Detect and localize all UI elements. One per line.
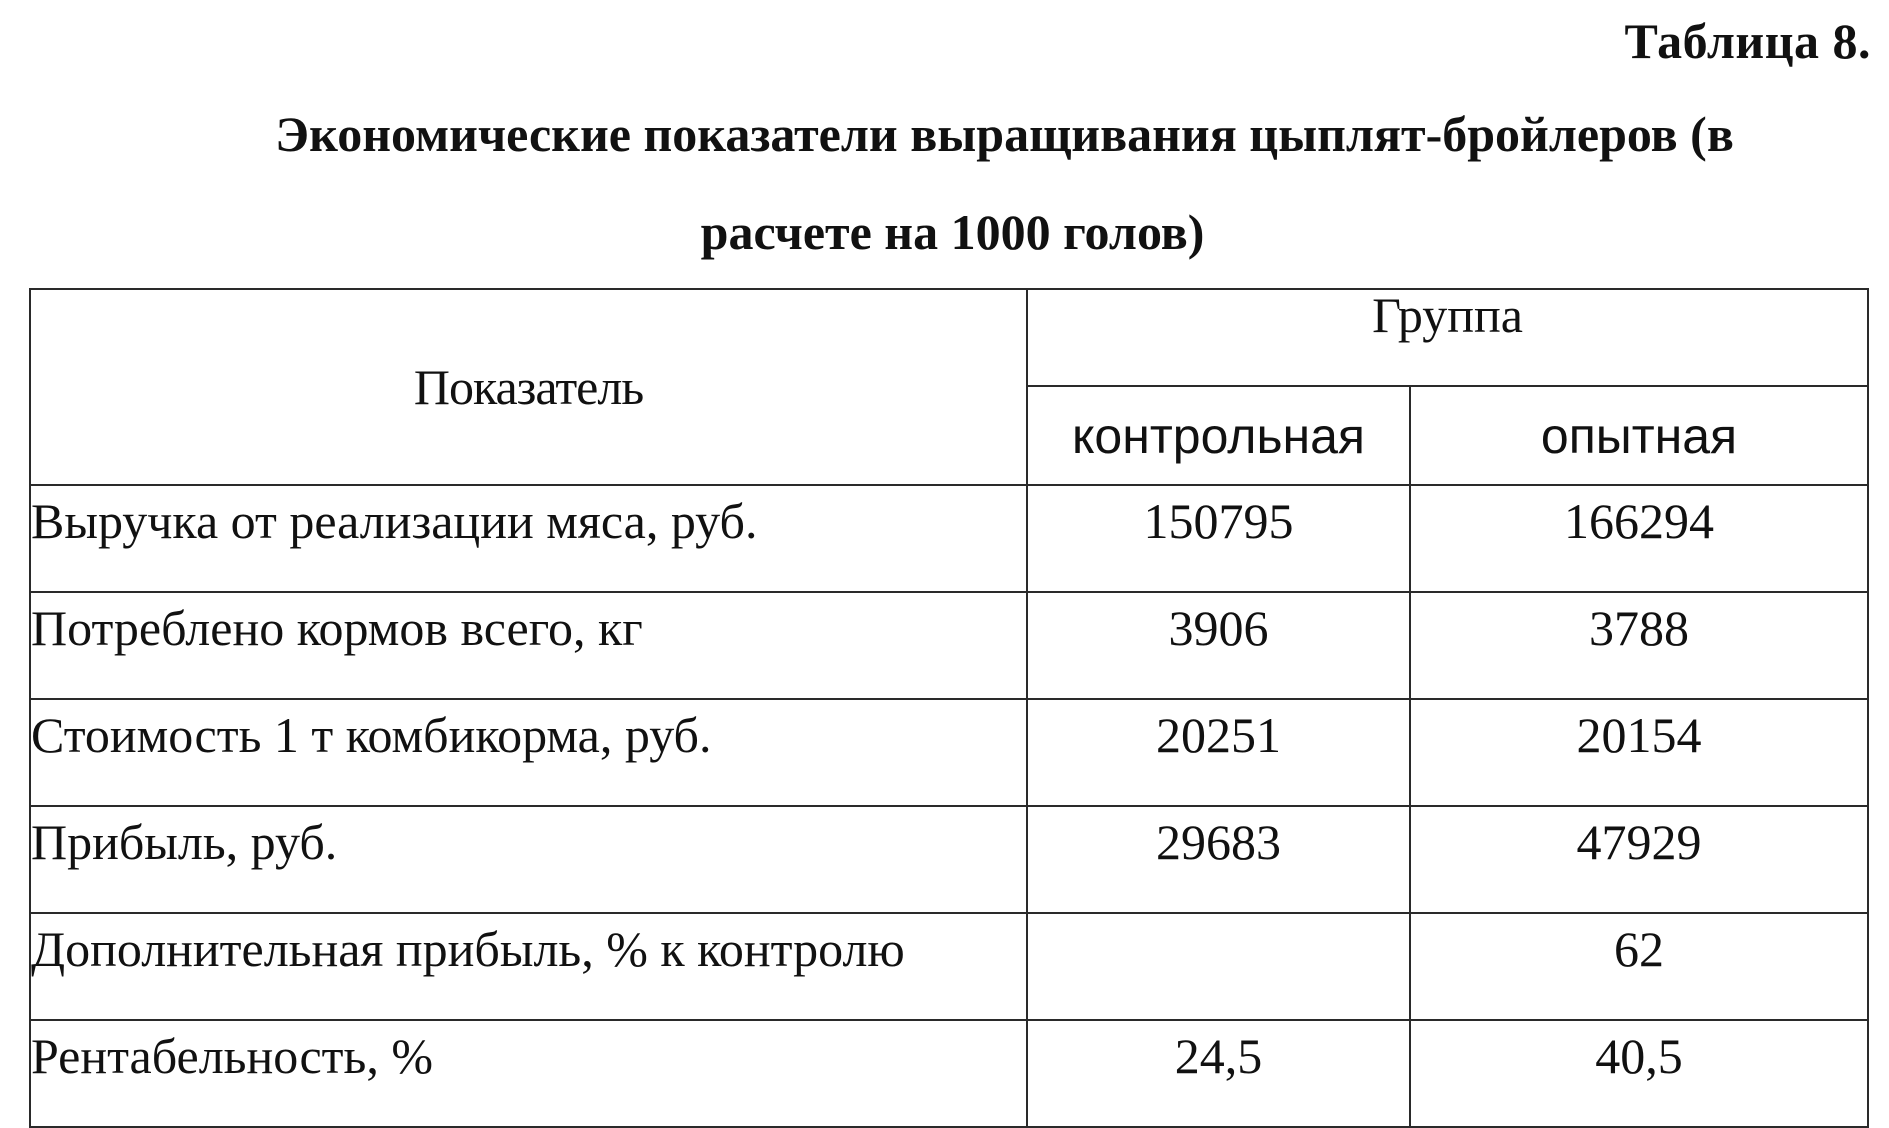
control-value: 24,5 [1027, 1020, 1410, 1127]
table-row [30, 699, 1868, 806]
table-title-line-2: расчете на 1000 голов) [700, 204, 1205, 260]
table-title-line-1: Экономические показатели выращивания цыплят-бройлеров (в [275, 106, 1734, 162]
table-row [30, 592, 1868, 699]
control-value [1027, 913, 1410, 1020]
experimental-group-header: опытная [1410, 386, 1868, 485]
table-row [30, 485, 1868, 592]
indicator-column-header: Показатель [30, 289, 1027, 485]
control-group-header: контрольная [1027, 386, 1410, 485]
economic-indicators-table [29, 288, 1869, 1128]
row-label: Стоимость 1 т комбикорма, руб. [30, 699, 1027, 806]
experimental-value: 166294 [1410, 485, 1868, 592]
control-value: 150795 [1027, 485, 1410, 592]
group-column-header: Группа [1027, 289, 1868, 386]
table-row [30, 806, 1868, 913]
table-number: Таблица 8. [1624, 13, 1871, 69]
control-value: 20251 [1027, 699, 1410, 806]
row-label: Прибыль, руб. [30, 806, 1027, 913]
row-label: Выручка от реализации мяса, руб. [30, 485, 1027, 592]
experimental-value: 3788 [1410, 592, 1868, 699]
experimental-value: 20154 [1410, 699, 1868, 806]
experimental-value: 40,5 [1410, 1020, 1868, 1127]
control-value: 29683 [1027, 806, 1410, 913]
row-label: Потреблено кормов всего, кг [30, 592, 1027, 699]
row-label: Рентабельность, % [30, 1020, 1027, 1127]
table-row [30, 913, 1868, 1020]
experimental-value: 47929 [1410, 806, 1868, 913]
control-value: 3906 [1027, 592, 1410, 699]
experimental-value: 62 [1410, 913, 1868, 1020]
table-header-row [30, 289, 1868, 386]
row-label: Дополнительная прибыль, % к контролю [30, 913, 1027, 1020]
table-row [30, 1020, 1868, 1127]
